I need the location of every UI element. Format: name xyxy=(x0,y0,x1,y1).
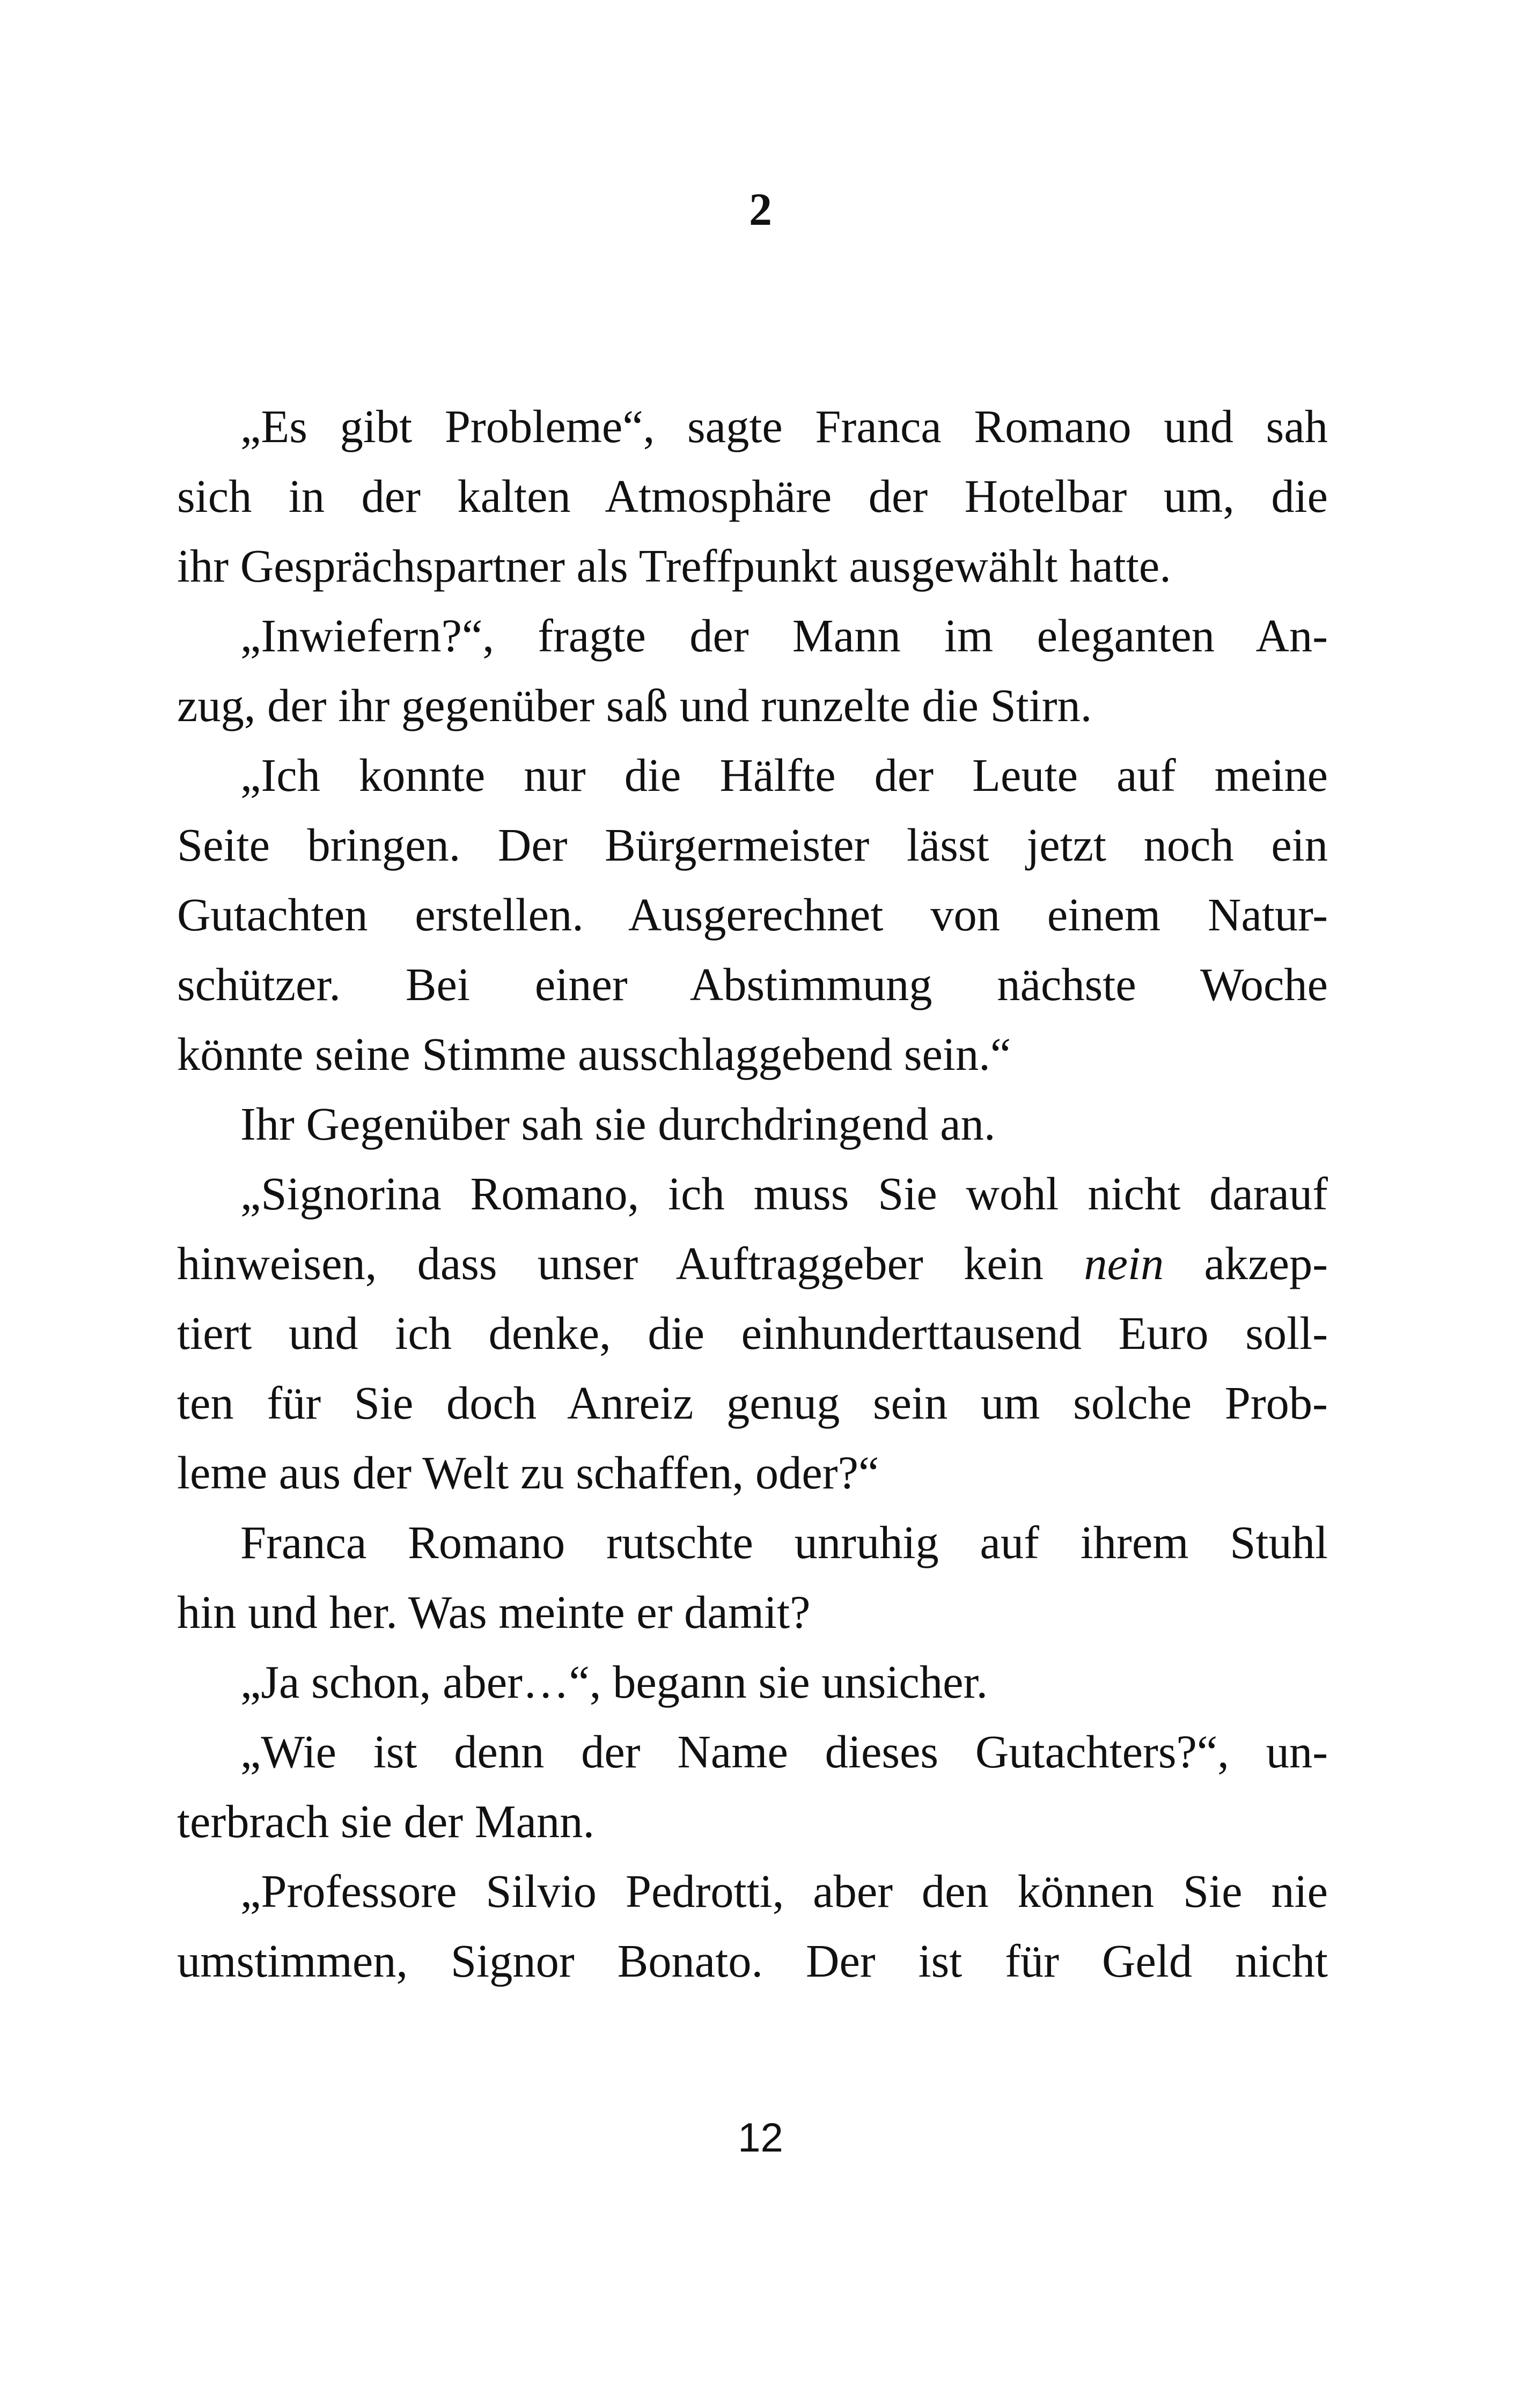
text-line: terbrach sie der Mann. xyxy=(177,1796,595,1847)
text-line: Ihr Gegenüber sah sie durchdringend an. xyxy=(240,1098,996,1150)
text-line: „Signorina Romano, ich muss Sie wohl nicht darauf xyxy=(240,1168,1328,1220)
text-line: „Ja schon, aber…“, begann sie unsicher. xyxy=(240,1656,988,1708)
text-line: zug, der ihr gegenüber saß und runzelte die Stirn. xyxy=(177,680,1092,731)
text-line: leme aus der Welt zu schaffen, oder?“ xyxy=(177,1447,879,1499)
text-line: Franca Romano rutschte unruhig auf ihrem Stuhl xyxy=(240,1517,1328,1568)
text-line: „Es gibt Probleme“, sagte Franca Romano und sah xyxy=(240,401,1328,452)
text-line: ten für Sie doch Anreiz genug sein um solche Prob- xyxy=(177,1377,1328,1429)
text-segment: hinweisen, dass unser Auftraggeber kein xyxy=(177,1238,1044,1289)
text-line: „Ich konnte nur die Hälfte der Leute auf meine xyxy=(240,750,1328,801)
text-line: „Wie ist denn der Name dieses Gutachters?“, un- xyxy=(240,1726,1328,1778)
text-line-with-emphasis xyxy=(177,1229,1328,1298)
text-line: tiert und ich denke, die einhunderttausend Euro soll- xyxy=(177,1308,1328,1359)
page-number: 12 xyxy=(738,2115,783,2161)
text-line: sich in der kalten Atmosphäre der Hotelbar um, die xyxy=(177,471,1328,522)
text-line: Gutachten erstellen. Ausgerechnet von einem Natur- xyxy=(177,889,1328,941)
text-line: „Inwiefern?“, fragte der Mann im eleganten An- xyxy=(240,610,1328,662)
text-line: hin und her. Was meinte er damit? xyxy=(177,1587,811,1638)
chapter-number: 2 xyxy=(749,183,772,235)
emphasized-word: nein xyxy=(1084,1238,1164,1289)
text-line: umstimmen, Signor Bonato. Der ist für Geld nicht xyxy=(177,1935,1328,1987)
text-line: ihr Gesprächspartner als Treffpunkt ausgewählt hatte. xyxy=(177,540,1171,592)
text-line: schützer. Bei einer Abstimmung nächste Woche xyxy=(177,959,1328,1010)
text-segment: akzep- xyxy=(1204,1238,1328,1289)
text-line: Seite bringen. Der Bürgermeister lässt jetzt noch ein xyxy=(177,819,1328,871)
chapter-body-text xyxy=(177,392,1328,1996)
text-line: könnte seine Stimme ausschlaggebend sein.“ xyxy=(177,1029,1011,1080)
text-line: „Professore Silvio Pedrotti, aber den können Sie nie xyxy=(240,1866,1328,1917)
